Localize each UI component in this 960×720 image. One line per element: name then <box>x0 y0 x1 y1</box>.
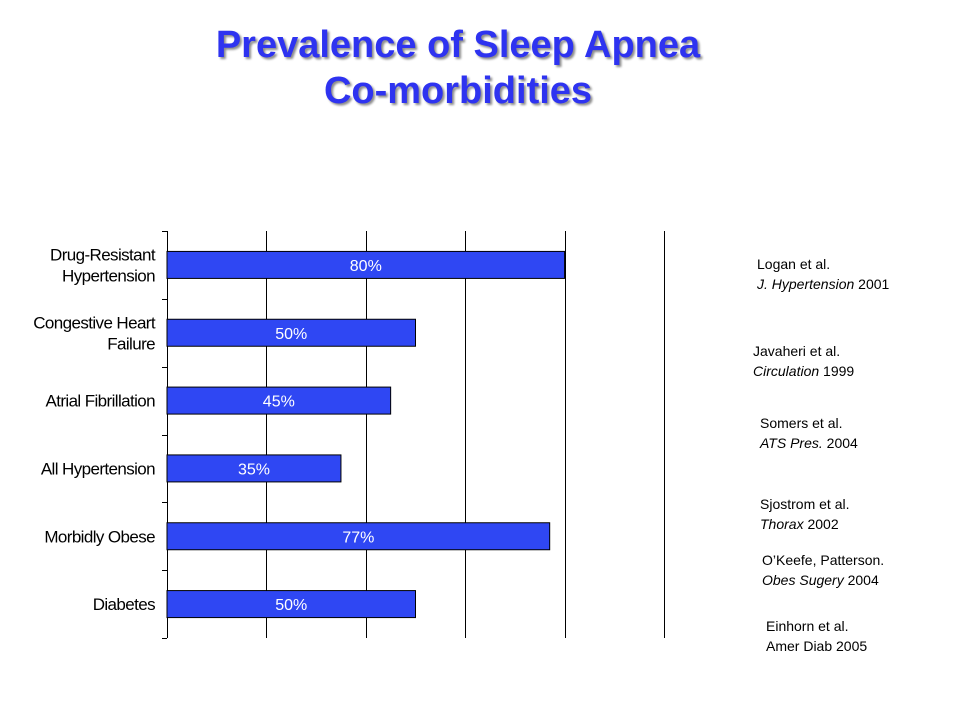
category-label: Atrial Fibrillation <box>45 391 155 411</box>
category-label: Failure <box>107 334 155 354</box>
reference-authors: Javaheri et al. <box>753 343 841 359</box>
data-label: 50% <box>275 325 308 343</box>
data-label: 35% <box>237 461 270 479</box>
data-label: 50% <box>275 597 308 615</box>
data-label: 80% <box>349 257 382 275</box>
category-label: All Hypertension <box>40 459 155 479</box>
title-line-1: Prevalence of Sleep Apnea <box>215 24 701 66</box>
title-line-2: Co-morbidities <box>323 70 593 112</box>
data-label: 77% <box>342 529 375 547</box>
reference-journal: Obes Sugery <box>762 572 844 588</box>
reference-authors: Logan et al. <box>757 256 831 272</box>
reference-journal: Circulation <box>753 363 820 379</box>
category-label: Diabetes <box>92 595 155 615</box>
reference-authors: Sjostrom et al. <box>760 496 850 512</box>
category-label: Congestive Heart <box>33 313 155 333</box>
category-label: Drug-Resistant <box>50 245 155 265</box>
reference-authors: Einhorn et al. <box>766 618 849 634</box>
reference-year: 2001 <box>858 276 890 292</box>
data-label: 45% <box>262 393 295 411</box>
reference-year: 1999 <box>823 363 855 379</box>
reference-year: Amer Diab 2005 <box>766 638 868 654</box>
category-label: Hypertension <box>62 266 155 286</box>
reference-year: 2004 <box>826 435 858 451</box>
reference-journal: ATS Pres. <box>760 435 823 451</box>
reference-year: 2004 <box>847 572 879 588</box>
reference-authors: O’Keefe, Patterson. <box>762 552 885 568</box>
category-label: Morbidly Obese <box>44 527 155 547</box>
reference-authors: Somers et al. <box>760 415 843 431</box>
reference-journal: J. Hypertension <box>757 276 855 292</box>
reference-journal: Thorax <box>760 516 804 532</box>
reference-year: 2002 <box>807 516 839 532</box>
